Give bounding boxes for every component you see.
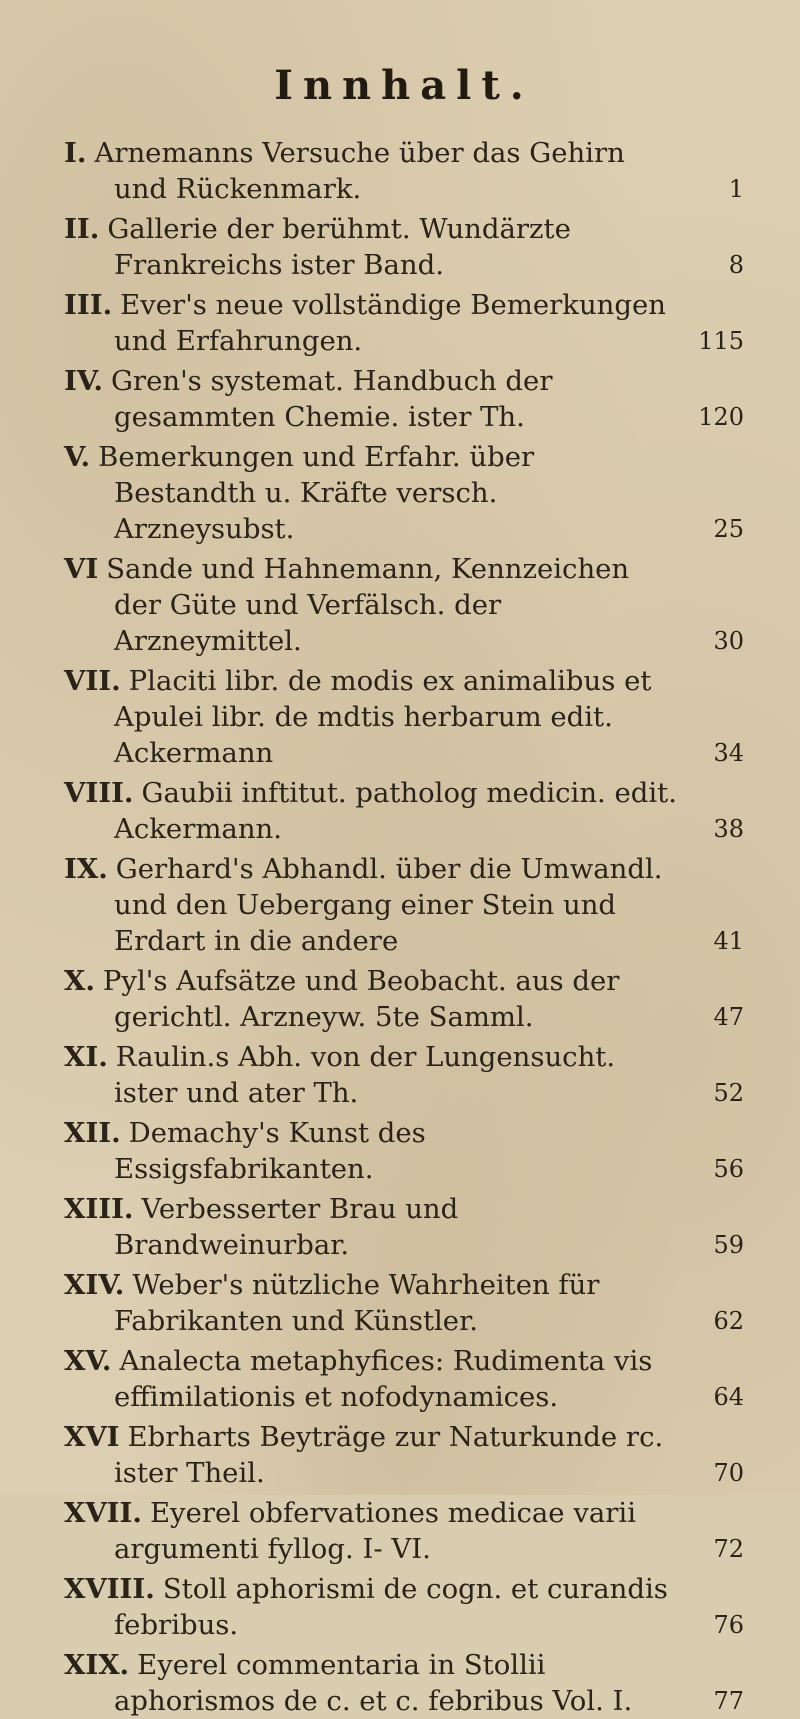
entry-page: 1 [728, 175, 744, 203]
entry-page: 115 [698, 327, 744, 355]
entry-page: 59 [713, 1231, 744, 1259]
entry-text: Pyl's Aufsätze und Beobacht. aus der gerichtl. Arzneyw. 5te Samml. [102, 965, 620, 1033]
toc-entry [64, 1419, 744, 1491]
entry-number: V. [64, 441, 91, 473]
entry-text: Eyerel commentaria in Stollii aphorismos de c. et c. febribus Vol. I. [114, 1649, 633, 1717]
entry-page: 64 [713, 1383, 744, 1411]
toc-entry [64, 1571, 744, 1643]
entry-number: XVI [64, 1421, 120, 1453]
toc-entry [64, 551, 744, 659]
entry-number: XVII. [64, 1497, 142, 1529]
entry-page: 8 [728, 251, 744, 279]
entry-page: 25 [713, 515, 744, 543]
toc-entry [64, 135, 744, 207]
entry-number: XIX. [64, 1649, 130, 1681]
entry-text: Gallerie der berühmt. Wundärzte Frankreichs ister Band. [107, 213, 571, 281]
entry-number: VIII. [64, 777, 134, 809]
entry-text: Stoll aphorismi de cogn. et curandis febribus. [114, 1573, 668, 1641]
entry-text: Gaubii inftitut. patholog medicin. edit. Ackermann. [114, 777, 677, 845]
toc-entry [64, 1191, 744, 1263]
toc-entry [64, 663, 744, 771]
page-heading: Innhalt. [274, 62, 534, 109]
entry-page: 62 [713, 1307, 744, 1335]
entry-page: 30 [713, 627, 744, 655]
entry-text: Verbesserter Brau und Brandweinurbar. [114, 1193, 459, 1261]
entry-number: I. [64, 137, 87, 169]
entry-text: Sande und Hahnemann, Kennzeichen der Güte und Verfälsch. der Arzneymittel. [106, 553, 630, 657]
entry-page: 52 [713, 1079, 744, 1107]
toc-entry [64, 439, 744, 547]
entry-number: XIII. [64, 1193, 134, 1225]
toc-entry [64, 1039, 744, 1111]
toc-entry [64, 287, 744, 359]
toc-entry [64, 1647, 744, 1719]
entry-text: Arnemanns Versuche über das Gehirn und Rückenmark. [94, 137, 625, 205]
entry-text: Placiti libr. de modis ex animalibus et Apulei libr. de mdtis herbarum edit. Ackermann [114, 665, 652, 769]
toc-entry [64, 1343, 744, 1415]
entry-number: XVIII. [64, 1573, 155, 1605]
toc-entry [64, 211, 744, 283]
entry-number: IX. [64, 853, 108, 885]
entry-page: 38 [713, 815, 744, 843]
entry-number: XII. [64, 1117, 121, 1149]
entry-page: 47 [713, 1003, 744, 1031]
entry-text: Demachy's Kunst des Essigsfabrikanten. [114, 1117, 426, 1185]
entry-page: 34 [713, 739, 744, 767]
toc-entry [64, 963, 744, 1035]
toc-entry [64, 363, 744, 435]
entry-page: 76 [713, 1611, 744, 1639]
entry-page: 77 [713, 1687, 744, 1715]
entry-text: Ebrharts Beyträge zur Naturkunde rc. ister Theil. [114, 1421, 664, 1489]
entry-text: Gren's systemat. Handbuch der gesammten Chemie. ister Th. [110, 365, 553, 433]
entry-page: 120 [698, 403, 744, 431]
entry-text: Weber's nützliche Wahrheiten für Fabrikanten und Künstler. [114, 1269, 600, 1337]
table-of-contents [64, 135, 744, 1719]
entry-text: Ever's neue vollständige Bemerkungen und Erfahrungen. [114, 289, 666, 357]
toc-entry [64, 775, 744, 847]
entry-number: VII. [64, 665, 121, 697]
toc-entry [64, 1267, 744, 1339]
entry-text: Bemerkungen und Erfahr. über Bestandth u. Kräfte versch. Arzneysubst. [98, 441, 535, 545]
entry-text: Analecta metaphyfices: Rudimenta vis effimilationis et nofodynamices. [114, 1345, 653, 1413]
entry-number: X. [64, 965, 95, 997]
entry-number: III. [64, 289, 113, 321]
entry-number: XIV. [64, 1269, 125, 1301]
entry-text: Gerhard's Abhandl. über die Umwandl. und den Uebergang einer Stein und Erdart in die andere [114, 853, 663, 957]
toc-entry [64, 1115, 744, 1187]
entry-number: XV. [64, 1345, 112, 1377]
entry-number: VI [64, 553, 99, 585]
entry-page: 41 [713, 927, 744, 955]
toc-entry [64, 851, 744, 959]
entry-text: Eyerel obfervationes medicae varii argumenti fyllog. I- VI. [114, 1497, 636, 1565]
entry-page: 70 [713, 1459, 744, 1487]
toc-entry [64, 1495, 744, 1567]
entry-page: 56 [713, 1155, 744, 1183]
entry-number: II. [64, 213, 100, 245]
entry-text: Raulin.s Abh. von der Lungensucht. ister und ater Th. [114, 1041, 616, 1109]
entry-page: 72 [713, 1535, 744, 1563]
entry-number: XI. [64, 1041, 108, 1073]
entry-number: IV. [64, 365, 103, 397]
